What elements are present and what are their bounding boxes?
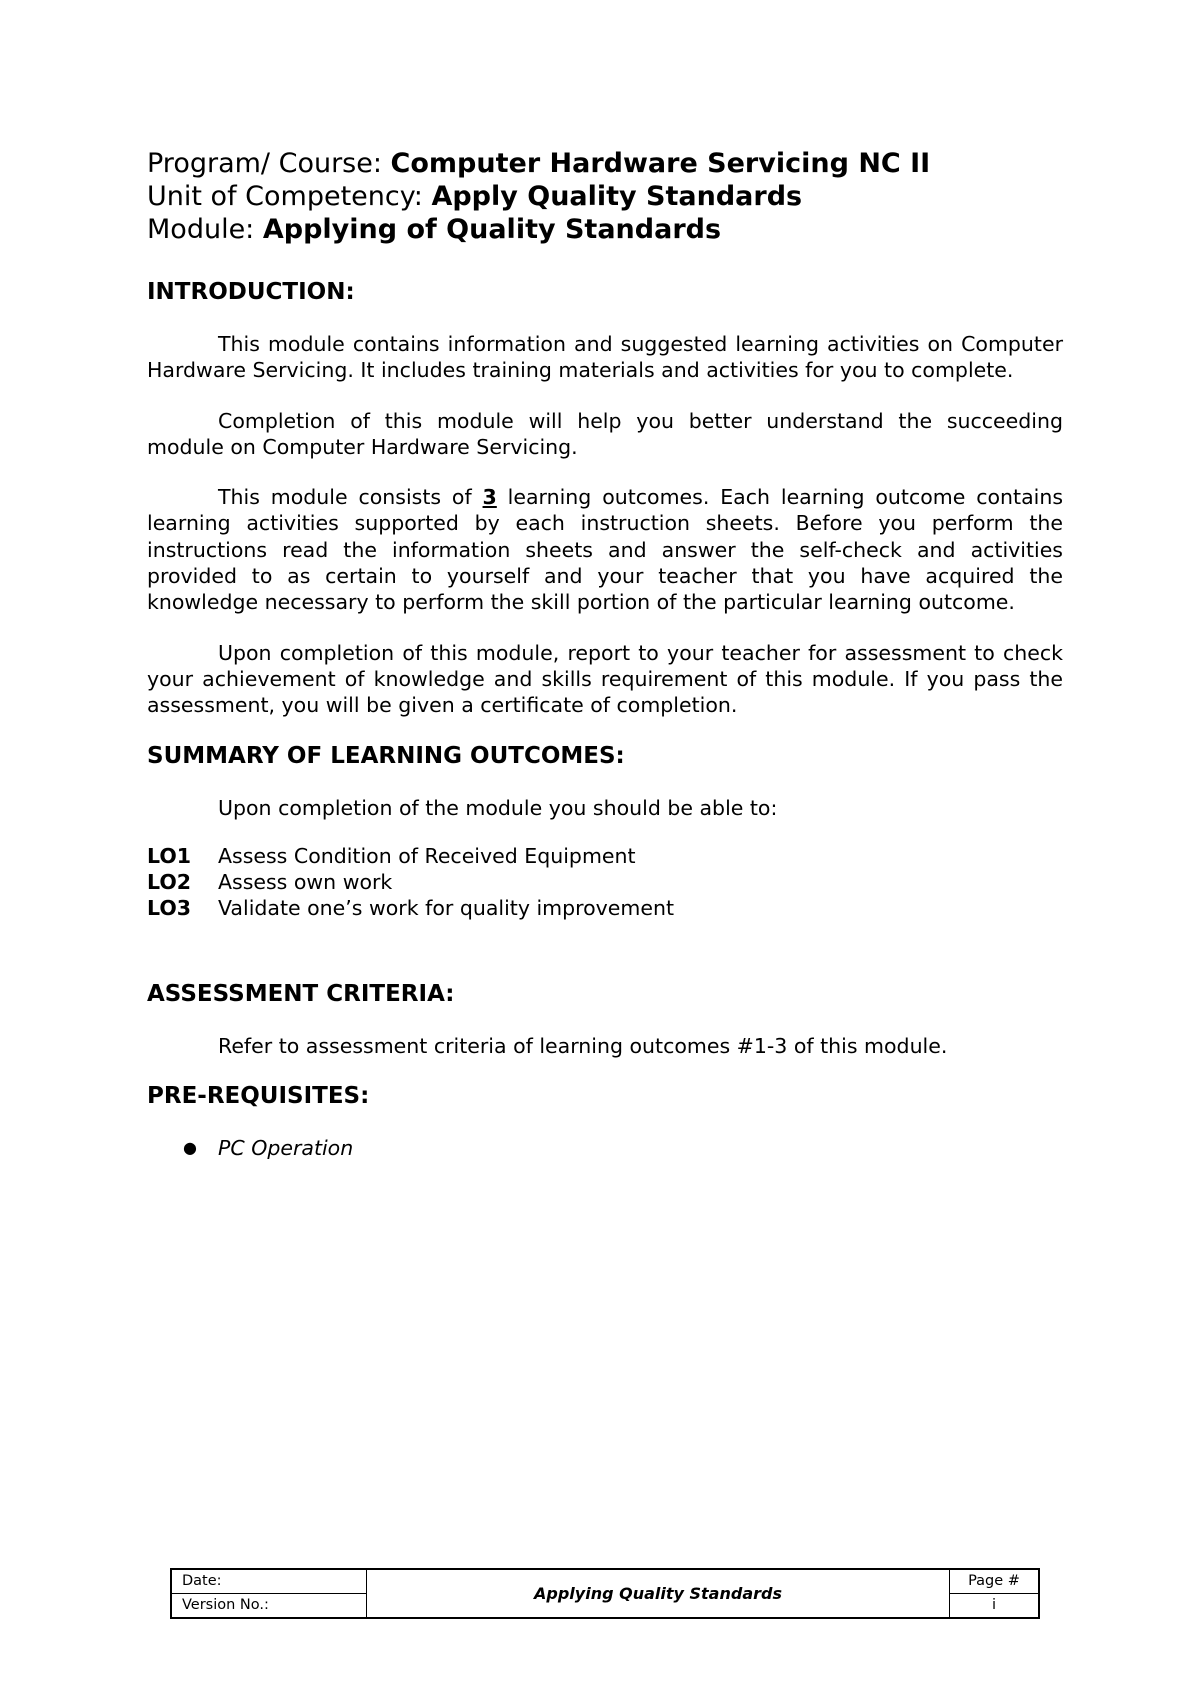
footer-table: [170, 1568, 1040, 1619]
program-label: Program/ Course:: [147, 148, 391, 179]
intro-paragraph-4: Upon completion of this module, report to your teacher for assessment to check your achievement of knowledge and skills requirement of this module. If you pass the assessment, you will be given a certificate of completion.: [147, 640, 1063, 718]
footer-left-column: [172, 1570, 367, 1617]
unit-label: Unit of Competency:: [147, 181, 432, 212]
summary-intro: Upon completion of the module you should be able to:: [218, 795, 778, 820]
outcome-count: 3: [482, 485, 497, 510]
intro-paragraph-1: This module contains information and suggested learning activities on Computer Hardware Servicing. It includes training materials and activities for you to complete.: [147, 332, 1063, 383]
para3-after: learning outcomes. Each learning outcome contains learning activities supported by each instruction sheets. Before you perform the instructions read the information sheets and answer the self-check and activities provided to as certain to yourself and your teacher that you have acquired the knowledge necessary to perform the skill portion of the particular learning outcome.: [147, 485, 1063, 615]
program-line: [147, 147, 1063, 180]
intro-paragraph-2: Completion of this module will help you better understand the succeeding module on Computer Hardware Servicing.: [147, 408, 1063, 459]
assessment-heading: ASSESSMENT CRITERIA:: [147, 981, 455, 1008]
introduction-heading: INTRODUCTION:: [147, 279, 355, 305]
learning-outcome-item: [147, 869, 1063, 895]
prerequisite-item: [147, 1135, 1063, 1161]
outcome-text: Assess Condition of Received Equipment: [218, 843, 636, 868]
summary-heading: SUMMARY OF LEARNING OUTCOMES:: [147, 742, 625, 769]
module-value: Applying of Quality Standards: [262, 214, 722, 245]
document-page: [147, 147, 1063, 1161]
para3-before: This module consists of: [218, 485, 483, 510]
module-label: Module:: [147, 214, 263, 245]
unit-value: Apply Quality Standards: [431, 181, 803, 212]
module-line: [147, 213, 1063, 246]
outcome-code: LO3: [147, 896, 192, 921]
outcome-text: Validate one’s work for quality improvement: [218, 896, 675, 921]
learning-outcome-item: [147, 895, 1063, 921]
footer-version-cell: Version No.:: [182, 1596, 269, 1613]
footer-title: Applying Quality Standards: [534, 1584, 782, 1603]
footer-right-column: [949, 1570, 1038, 1617]
bullet-icon: ●: [183, 1138, 197, 1158]
learning-outcome-item: [147, 843, 1063, 869]
outcome-code: LO2: [147, 869, 192, 894]
assessment-text: Refer to assessment criteria of learning outcomes #1-3 of this module.: [218, 1034, 948, 1059]
footer-date-cell: Date:: [172, 1570, 366, 1594]
outcome-code: LO1: [147, 843, 192, 868]
prerequisites-heading: PRE-REQUISITES:: [147, 1083, 370, 1110]
unit-line: [147, 180, 1063, 213]
prerequisite-text: PC Operation: [218, 1136, 354, 1161]
learning-outcomes-list: [147, 843, 1063, 922]
outcome-text: Assess own work: [218, 869, 393, 894]
intro-paragraph-3: [147, 484, 1063, 615]
program-value: Computer Hardware Servicing NC II: [390, 148, 931, 179]
footer-page-label: Page #: [950, 1570, 1038, 1594]
footer-page-number: i: [991, 1596, 997, 1613]
